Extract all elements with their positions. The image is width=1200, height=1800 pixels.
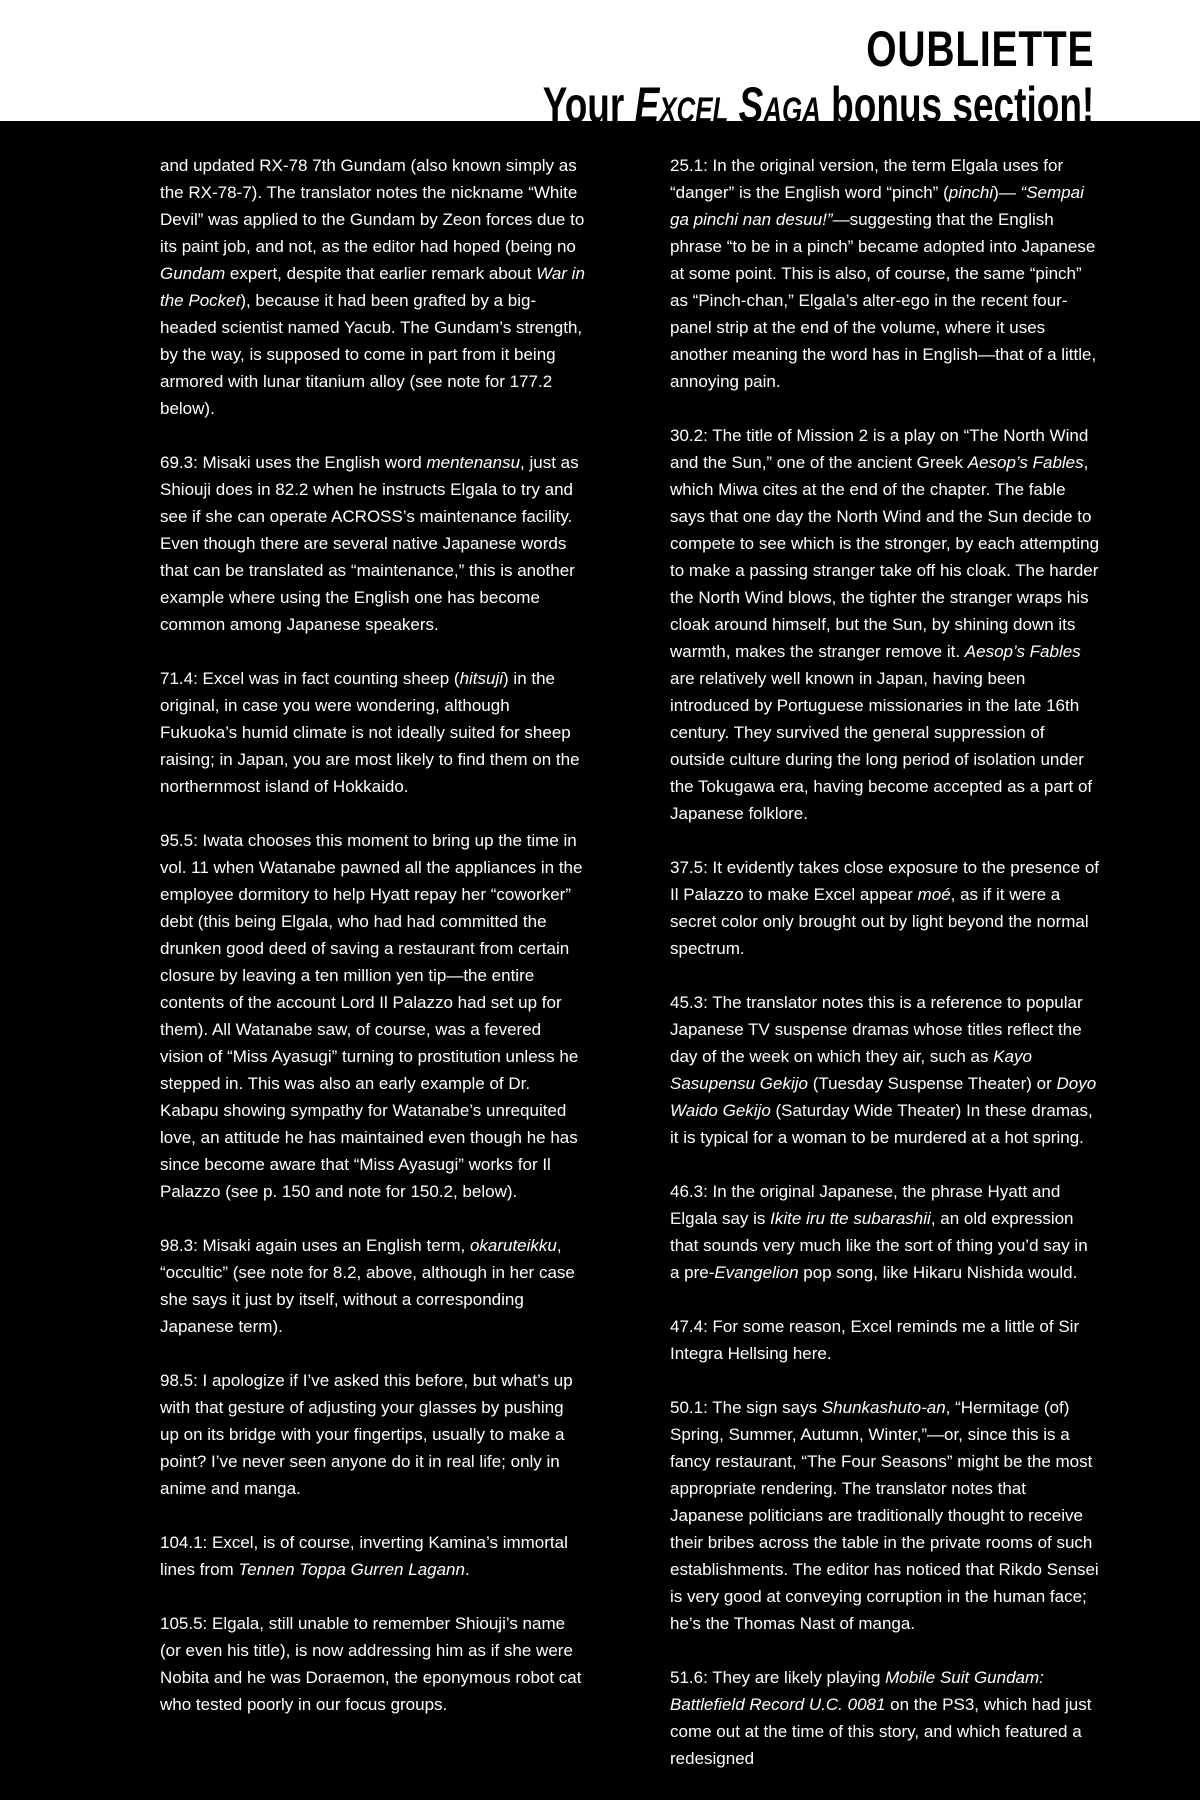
- note-paragraph-71-4: 71.4: Excel was in fact counting sheep (hitsuji) in the original, in case you were wondering, although Fukuoka’s humid climate is not ideally suited for sheep raising; in Japan, you are most likely to find them on the northernmost island of Hokkaido.: [160, 669, 580, 796]
- left-notes-column: [160, 152, 586, 1745]
- note-paragraph-47-4: 47.4: For some reason, Excel reminds me a little of Sir Integra Hellsing here.: [670, 1317, 1080, 1363]
- subtitle-brand: Excel Saga: [634, 77, 821, 121]
- section-subtitle: [542, 77, 1094, 121]
- note-paragraph-104-1: 104.1: Excel, is of course, inverting Kamina’s immortal lines from Tennen Toppa Gurren Lagann.: [160, 1533, 568, 1579]
- note-paragraph-25-1: 25.1: In the original version, the term Elgala uses for “danger” is the English word “pinch” (pinchi)— “Sempai ga pinchi nan desuu!”—suggesting that the English phrase “to be in a pinch” became adopted into Japanese at some point. This is also, of course, the same “pinch” as “Pinch-chan,” Elgala’s alter-ego in the recent four-panel strip at the end of the volume, where it uses another meaning the word has in English—that of a little, annoying pain.: [670, 156, 1097, 391]
- note-paragraph-50-1: 50.1: The sign says Shunkashuto-an, “Hermitage (of) Spring, Summer, Autumn, Winter,”—or, since this is a fancy restaurant, “The Four Seasons” might be the most appropriate rendering. The translator notes that Japanese politicians are traditionally thought to receive their bribes across the table in the private rooms of such establishments. The editor has noticed that Rikdo Sensei is very good at conveying corruption in the human face; he’s the Thomas Nast of manga.: [670, 1398, 1099, 1633]
- right-notes-column: [670, 152, 1100, 1799]
- note-paragraph-98-5: 98.5: I apologize if I’ve asked this before, but what’s up with that gesture of adjusting your glasses by pushing up on its bridge with your fingertips, usually to make a point? I’ve never seen anyone do it in real life; only in anime and manga.: [160, 1371, 573, 1498]
- note-paragraph-45-3: 45.3: The translator notes this is a reference to popular Japanese TV suspense dramas whose titles reflect the day of the week on which they air, such as Kayo Sasupensu Gekijo (Tuesday Suspense Theater) or Doyo Waido Gekijo (Saturday Wide Theater) In these dramas, it is typical for a woman to be murdered at a hot spring.: [670, 993, 1097, 1147]
- note-paragraph-98-3: 98.3: Misaki again uses an English term, okaruteikku, “occultic” (see note for 8.2, above, although in her case she says it just by itself, without a corresponding Japanese term).: [160, 1236, 575, 1336]
- subtitle-suffix: bonus section!: [820, 77, 1094, 121]
- note-paragraph-rx78: and updated RX-78 7th Gundam (also known simply as the RX-78-7). The translator notes the nickname “White Devil” was applied to the Gundam by Zeon forces due to its paint job, and not, as the editor had hoped (being no Gundam expert, despite that earlier remark about War in the Pocket), because it had been grafted by a big-headed scientist named Yacub. The Gundam’s strength, by the way, is supposed to come in part from it being armored with lunar titanium alloy (see note for 177.2 below).: [160, 156, 585, 418]
- page-header: [0, 0, 1200, 121]
- note-paragraph-69-3: 69.3: Misaki uses the English word mentenansu, just as Shiouji does in 82.2 when he instructs Elgala to try and see if she can operate ACROSS’s maintenance facility. Even though there are several native Japanese words that can be translated as “maintenance,” this is another example where using the English one has become common among Japanese speakers.: [160, 453, 579, 634]
- note-paragraph-30-2: 30.2: The title of Mission 2 is a play on “The North Wind and the Sun,” one of the ancient Greek Aesop’s Fables, which Miwa cites at the end of the chapter. The fable says that one day the North Wind and the Sun decide to compete to see which is the stronger, by each attempting to make a passing stranger take off his cloak. The harder the North Wind blows, the tighter the stranger wraps his cloak around himself, but the Sun, by shining down its warmth, makes the stranger remove it. Aesop’s Fables are relatively well known in Japan, having been introduced by Portuguese missionaries in the late 16th century. They survived the general suppression of outside culture during the long period of isolation under the Tokugawa era, having become accepted as a part of Japanese folklore.: [670, 426, 1100, 823]
- note-paragraph-37-5: 37.5: It evidently takes close exposure to the presence of Il Palazzo to make Excel appear moé, as if it were a secret color only brought out by light beyond the normal spectrum.: [670, 858, 1100, 958]
- section-title: OUBLIETTE: [865, 21, 1094, 77]
- note-paragraph-95-5: 95.5: Iwata chooses this moment to bring up the time in vol. 11 when Watanabe pawned all the appliances in the employee dormitory to help Hyatt repay her “coworker” debt (this being Elgala, who had had committed the drunken good deed of saving a restaurant from certain closure by leaving a ten million yen tip—the entire contents of the account Lord Il Palazzo had set up for them). All Watanabe saw, of course, was a fevered vision of “Miss Ayasugi” turning to prostitution unless he stepped in. This was also an early example of Dr. Kabapu showing sympathy for Watanabe’s unrequited love, an attitude he has maintained even though he has since become aware that “Miss Ayasugi” works for Il Palazzo (see p. 150 and note for 150.2, below).: [160, 831, 583, 1201]
- subtitle-prefix: Your: [542, 77, 635, 121]
- note-paragraph-105-5: 105.5: Elgala, still unable to remember Shiouji’s name (or even his title), is now addressing him as if she were Nobita and he was Doraemon, the eponymous robot cat who tested poorly in our focus groups.: [160, 1614, 582, 1714]
- note-paragraph-46-3: 46.3: In the original Japanese, the phrase Hyatt and Elgala say is Ikite iru tte subarashii, an old expression that sounds very much like the sort of thing you’d say in a pre-Evangelion pop song, like Hikaru Nishida would.: [670, 1182, 1088, 1282]
- note-paragraph-51-6: 51.6: They are likely playing Mobile Suit Gundam: Battlefield Record U.C. 0081 on the PS3, which had just come out at the time of this story, and which featured a redesigned: [670, 1668, 1092, 1768]
